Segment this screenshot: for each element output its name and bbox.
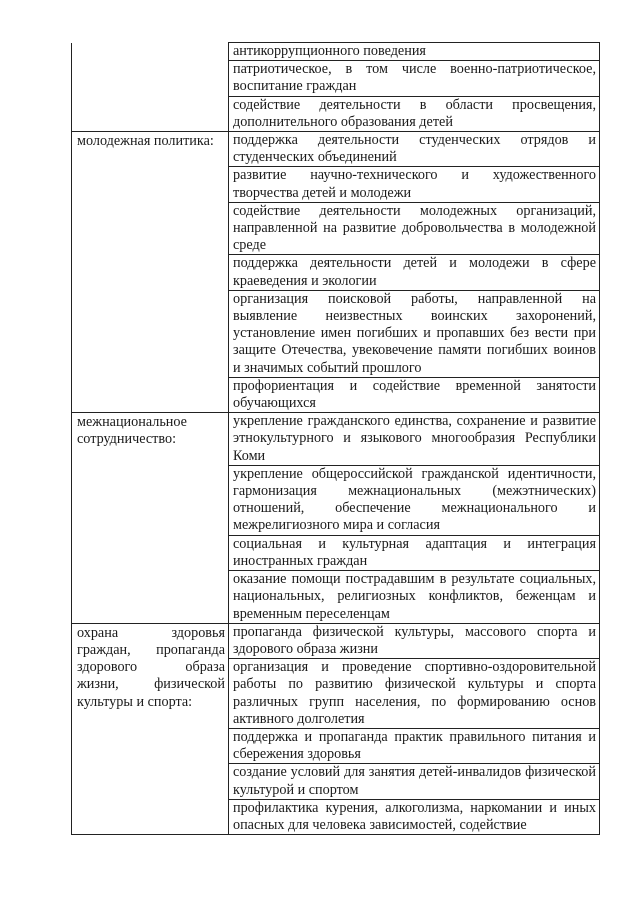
- activity-cell: организация и проведение спортивно-оздоровительной работы по развитию физической культуры и спорта различных групп населения, по формированию основ активного долголетия: [229, 659, 600, 729]
- category-cell: молодежная политика:: [72, 132, 229, 413]
- activity-cell: пропаганда физической культуры, массового спорта и здорового образа жизни: [229, 623, 600, 658]
- activity-cell: укрепление гражданского единства, сохранение и развитие этнокультурного и языкового многообразия Республики Коми: [229, 413, 600, 466]
- category-cell: [72, 43, 229, 132]
- table-row: [72, 413, 600, 466]
- table-row: [72, 43, 600, 61]
- activity-cell: антикоррупционного поведения: [229, 43, 600, 61]
- activity-cell: развитие научно-технического и художественного творчества детей и молодежи: [229, 167, 600, 202]
- activity-cell: содействие деятельности молодежных организаций, направленной на развитие добровольчества в молодежной среде: [229, 202, 600, 255]
- activity-cell: патриотическое, в том числе военно-патриотическое, воспитание граждан: [229, 61, 600, 96]
- activity-cell: создание условий для занятия детей-инвалидов физической культурой и спортом: [229, 764, 600, 799]
- activity-cell: оказание помощи пострадавшим в результате социальных, национальных, религиозных конфликтов, беженцам и временным переселенцам: [229, 571, 600, 624]
- activity-cell: организация поисковой работы, направленной на выявление неизвестных воинских захоронений, установление имен погибших и пропавших без вести при защите Отечества, увековечение памяти погибших воинов и значимых событий прошлого: [229, 290, 600, 377]
- activity-cell: укрепление общероссийской гражданской идентичности, гармонизация межнациональных (межэтнических) отношений, обеспечение межнационального и межрелигиозного мира и согласия: [229, 465, 600, 535]
- activity-cell: профилактика курения, алкоголизма, наркомании и иных опасных для человека зависимостей, содействие: [229, 799, 600, 834]
- activity-cell: поддержка деятельности детей и молодежи в сфере краеведения и экологии: [229, 255, 600, 290]
- activity-cell: содействие деятельности в области просвещения, дополнительного образования детей: [229, 96, 600, 131]
- table-row: [72, 132, 600, 167]
- category-cell: охрана здоровья граждан, пропаганда здорового образа жизни, физической культуры и спорта:: [72, 623, 229, 834]
- activities-table: [71, 42, 600, 835]
- activity-cell: поддержка деятельности студенческих отрядов и студенческих объединений: [229, 132, 600, 167]
- activity-cell: социальная и культурная адаптация и интеграция иностранных граждан: [229, 535, 600, 570]
- table-row: [72, 623, 600, 658]
- category-cell: межнациональное сотрудничество:: [72, 413, 229, 623]
- activity-cell: профориентация и содействие временной занятости обучающихся: [229, 377, 600, 412]
- activity-cell: поддержка и пропаганда практик правильного питания и сбережения здоровья: [229, 728, 600, 763]
